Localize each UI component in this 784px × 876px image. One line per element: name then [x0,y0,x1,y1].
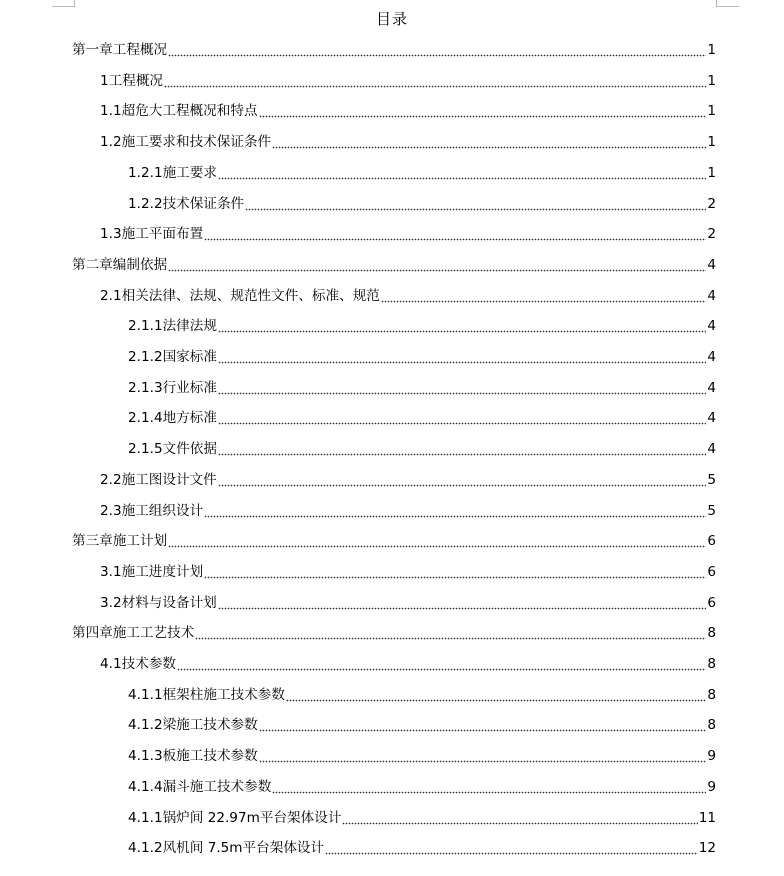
toc-dot-leader [218,347,706,367]
toc-dot-leader [168,531,706,551]
toc-dot-leader [381,286,706,306]
toc-entry-label: 4.1.3板施工技术参数 [128,748,258,765]
toc-entry-label: 第一章工程概况 [72,42,168,58]
toc-dot-leader [259,746,707,766]
toc-dot-leader [218,316,706,336]
toc-entry-page-number: 5 [707,471,716,488]
toc-entry-label: 第三章施工计划 [72,533,168,550]
toc-entry-label: 4.1.4漏斗施工技术参数 [128,778,272,795]
toc-entry[interactable] [128,163,716,183]
toc-entry-page-number: 6 [707,563,716,580]
toc-entry-page-number: 9 [707,778,716,795]
page-corner-mark-left [52,0,75,7]
toc-entry-label: 第四章施工工艺技术 [72,625,195,642]
toc-title: 目录 [375,10,408,28]
toc-entry-page-number: 8 [707,717,716,734]
toc-entry-page-number: 4 [707,441,716,458]
toc-entry-label: 2.1.4地方标准 [128,410,217,427]
toc-entry[interactable] [128,808,716,828]
toc-entry[interactable] [128,194,716,214]
toc-dot-leader [218,163,706,183]
toc-dot-leader [218,439,706,459]
toc-entry-label: 1.2施工要求和技术保证条件 [100,134,272,151]
toc-entry-label: 1.2.2技术保证条件 [128,195,245,212]
toc-entry-page-number: 9 [707,748,716,765]
toc-entry-label: 1.2.1施工要求 [128,164,217,181]
toc-dot-leader [272,777,706,797]
toc-entry[interactable] [100,286,716,306]
toc-entry[interactable] [128,685,716,705]
toc-entry-page-number: 6 [707,533,716,550]
toc-dot-leader [245,194,706,214]
toc-dot-leader [259,715,707,735]
toc-dot-leader [218,593,707,613]
toc-entry[interactable] [128,316,716,336]
toc-entry[interactable] [100,224,716,244]
toc-entry-label: 1.3施工平面布置 [100,226,204,243]
toc-dot-leader [272,132,706,152]
toc-entry-page-number: 4 [707,318,716,335]
toc-dot-leader [164,71,706,91]
toc-entry-label: 2.3施工组织设计 [100,502,204,519]
toc-entry[interactable] [100,101,716,121]
toc-entry-page-number: 1 [707,72,716,89]
toc-dot-leader [259,101,707,121]
toc-entry[interactable] [128,408,716,428]
toc-entry-page-number: 1 [707,103,716,120]
toc-dot-leader [218,470,707,490]
toc-entry-page-number: 8 [707,625,716,642]
toc-entry[interactable] [72,623,716,643]
toc-entry-page-number: 2 [707,195,716,212]
toc-entry[interactable] [100,132,716,152]
toc-entry-label: 1.1超危大工程概况和特点 [100,103,258,120]
toc-entry[interactable] [100,470,716,490]
toc-entry-page-number: 4 [707,349,716,365]
toc-entry-page-number: 4 [707,287,716,304]
toc-dot-leader [177,654,706,674]
toc-dot-leader [195,623,706,643]
toc-entry[interactable] [128,777,716,797]
toc-entry[interactable] [100,71,716,91]
toc-dot-leader [218,378,706,398]
toc-entry[interactable] [128,838,716,858]
toc-dot-leader [342,808,697,828]
page-corner-mark-right [716,0,739,7]
toc-entry-label: 2.2施工图设计文件 [100,471,217,488]
toc-dot-leader [218,408,706,428]
toc-entry-label: 2.1.2国家标准 [128,349,217,365]
toc-entry[interactable] [100,562,716,582]
toc-entry-page-number: 12 [698,840,716,857]
toc-dot-leader [286,685,706,705]
toc-entry[interactable] [100,593,716,613]
toc-entry-page-number: 4 [707,410,716,427]
toc-entry-page-number: 1 [707,134,716,151]
toc-entry-page-number: 8 [707,686,716,703]
toc-dot-leader [168,255,706,275]
toc-entry[interactable] [100,501,716,521]
toc-entry-label: 4.1.2风机间 7.5m平台架体设计 [128,840,325,857]
toc-entry[interactable] [72,255,716,275]
toc-entry-label: 3.2材料与设备计划 [100,594,217,611]
toc-dot-leader [325,838,698,858]
toc-entry[interactable] [128,378,716,398]
toc-entry[interactable] [128,439,716,459]
toc-entry-label: 2.1.5文件依据 [128,441,217,458]
toc-entry-page-number: 5 [707,502,716,519]
toc-entry[interactable] [128,347,716,367]
toc-entry-label: 2.1.1法律法规 [128,318,217,335]
toc-entry-label: 第二章编制依据 [72,256,168,273]
toc-entry[interactable] [128,715,716,735]
toc-entry-page-number: 1 [707,42,716,58]
toc-entry-page-number: 4 [707,256,716,273]
toc-dot-leader [204,562,706,582]
toc-entry-label: 3.1施工进度计划 [100,563,204,580]
toc-entry[interactable] [72,40,716,60]
toc-entry-label: 2.1相关法律、法规、规范性文件、标准、规范 [100,287,380,304]
toc-dot-leader [168,40,706,60]
toc-entry-page-number: 2 [707,226,716,243]
toc-entry-page-number: 4 [707,379,716,396]
toc-entry-label: 4.1.1锅炉间 22.97m平台架体设计 [128,809,342,826]
toc-dot-leader [204,224,706,244]
toc-dot-leader [204,501,706,521]
toc-entry-label: 4.1技术参数 [100,656,176,672]
toc-entry-page-number: 11 [698,809,716,826]
toc-entry-label: 4.1.1框架柱施工技术参数 [128,686,285,703]
toc-entry-label: 2.1.3行业标准 [128,379,217,396]
toc-entry-page-number: 6 [707,594,716,611]
toc-entry-label: 4.1.2梁施工技术参数 [128,717,258,734]
toc-entry-page-number: 8 [707,656,716,672]
toc-entry-label: 1工程概况 [100,72,164,89]
toc-entry-page-number: 1 [707,164,716,181]
toc-entry[interactable] [100,654,716,674]
toc-entry[interactable] [72,531,716,551]
toc-entry[interactable] [128,746,716,766]
